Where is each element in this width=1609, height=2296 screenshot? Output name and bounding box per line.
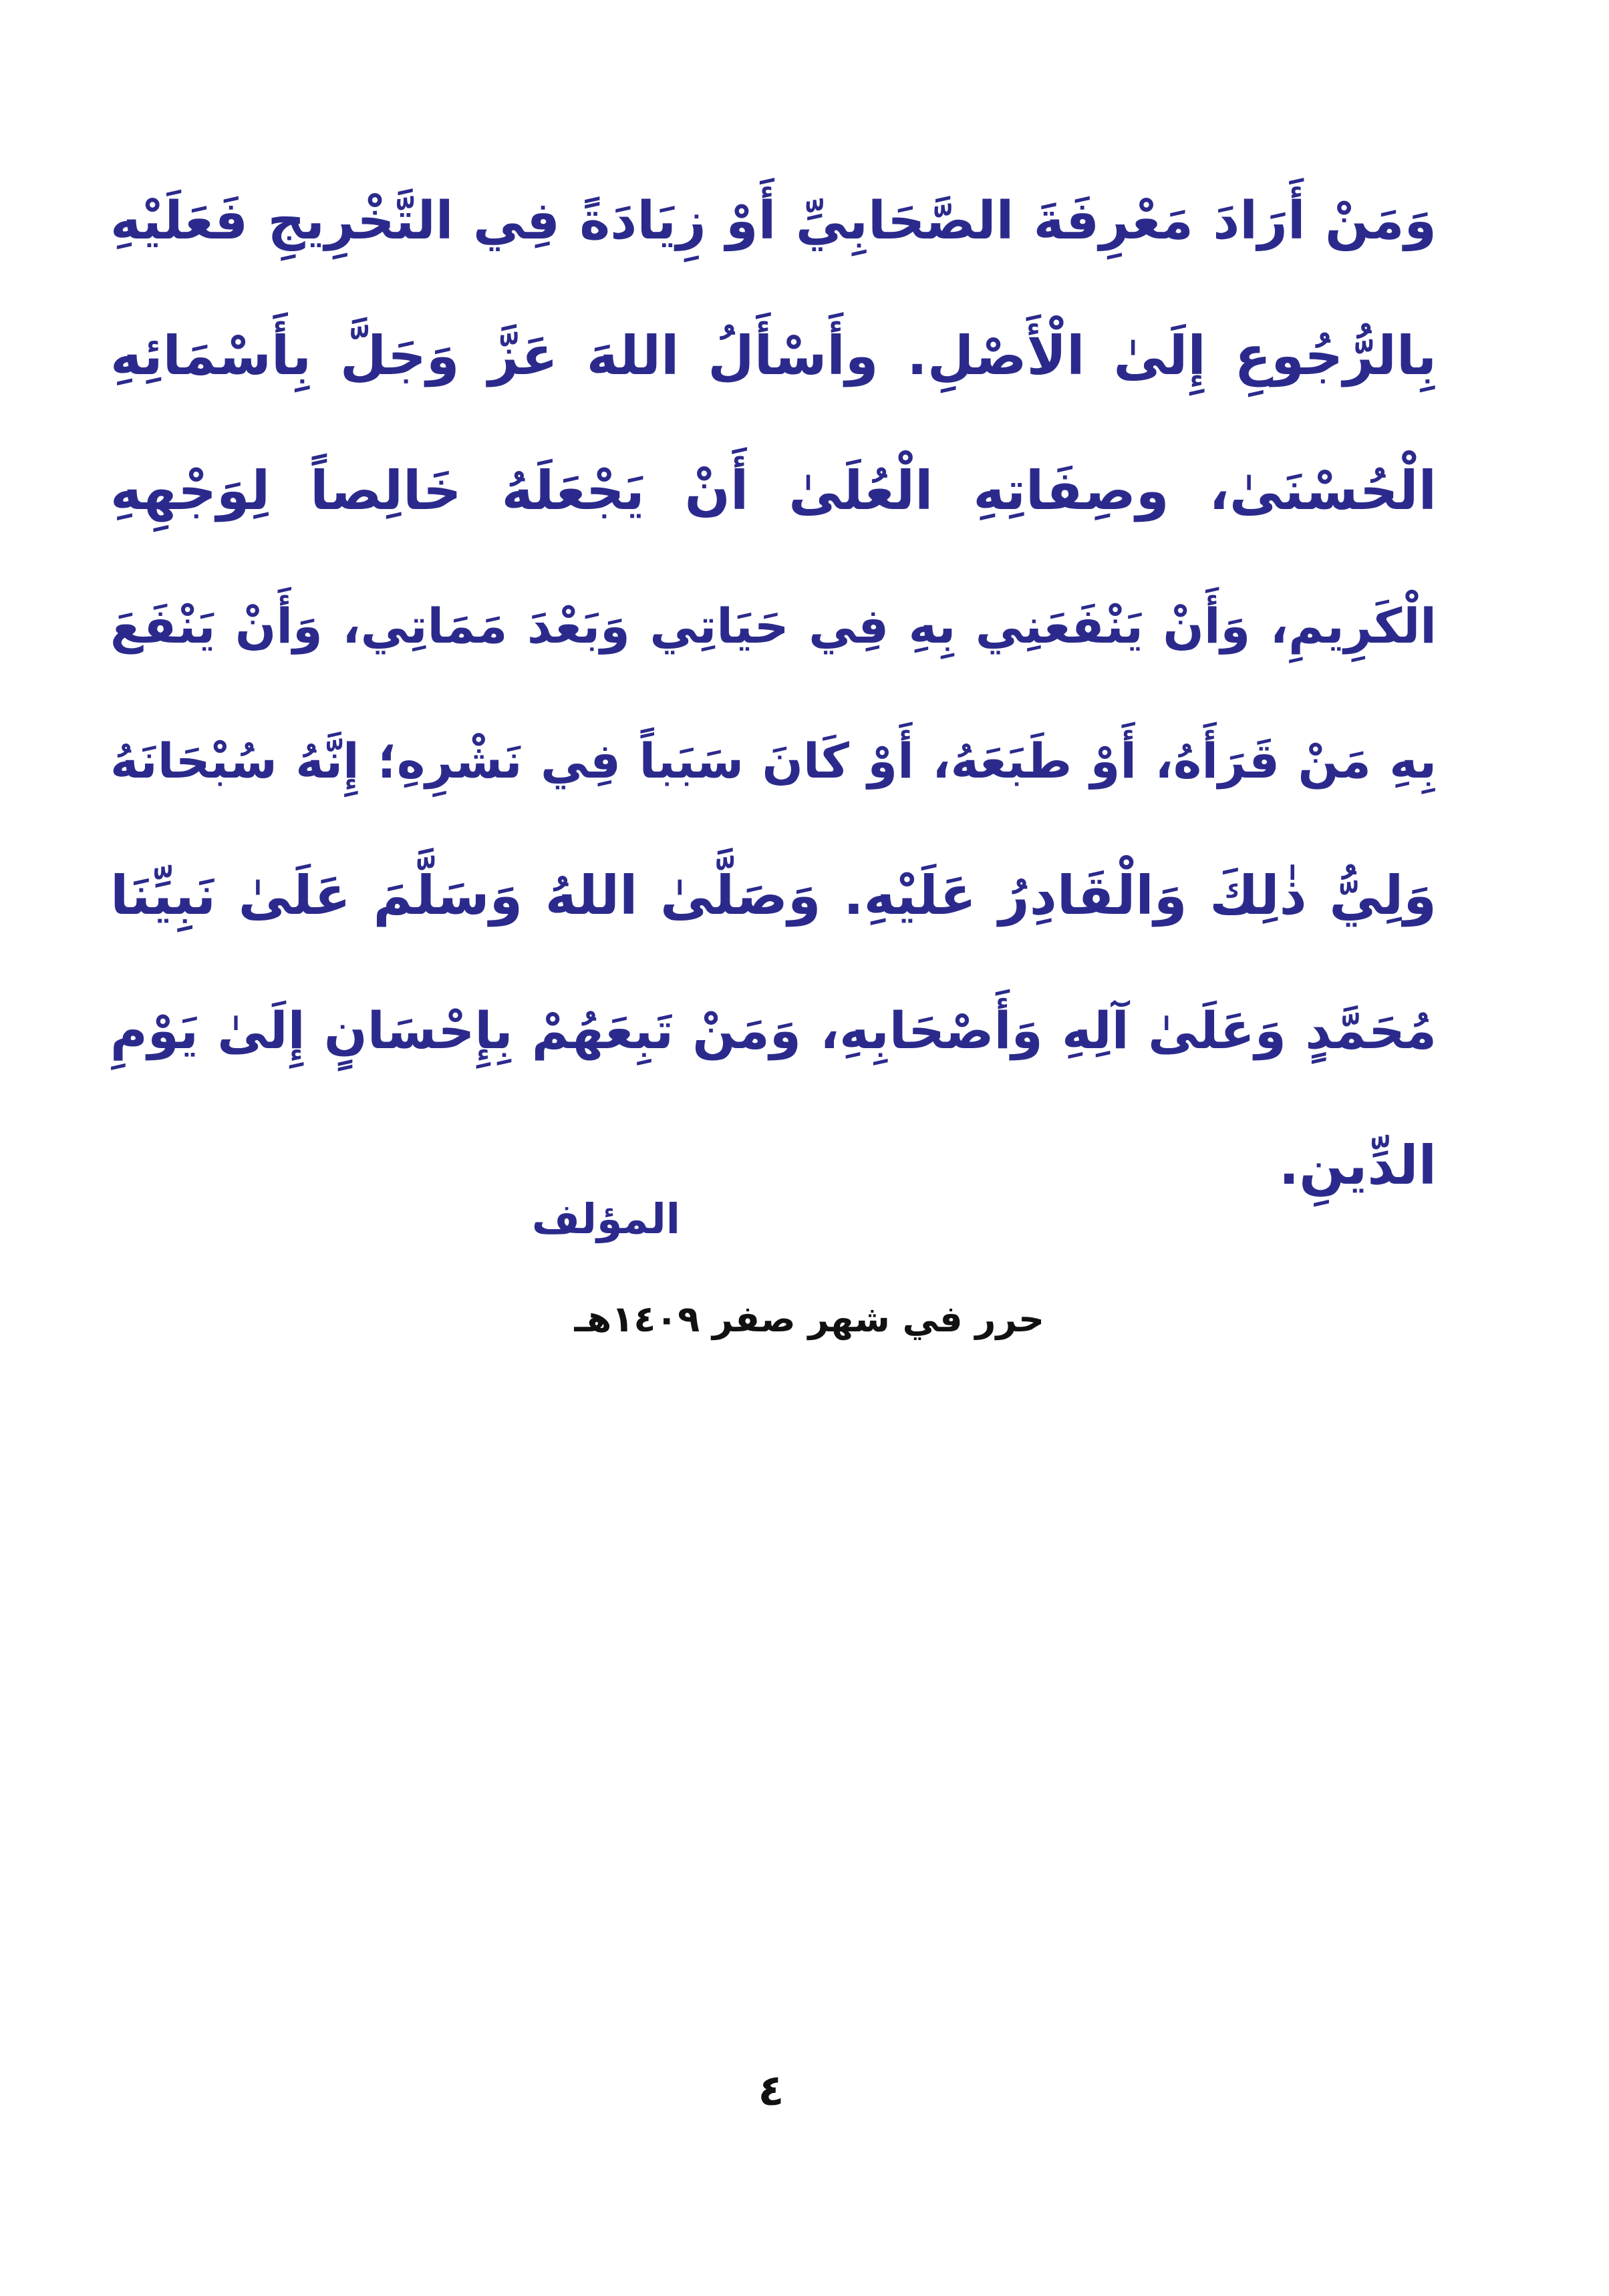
paragraph-line-5: بِهِ مَنْ قَرَأَهُ، أَوْ طَبَعَهُ، أَوْ كَانَ سَبَباً فِي نَشْرِهِ؛ إِنَّهُ سُبْحَانَهُ — [110, 733, 1437, 789]
paragraph-line-8: الدِّينِ. — [1278, 1134, 1437, 1196]
paragraph-line-6: وَلِيُّ ذٰلِكَ وَالْقَادِرُ عَلَيْهِ. وَصَلَّىٰ اللهُ وَسَلَّمَ عَلَىٰ نَبِيِّنَا — [110, 864, 1437, 927]
date-line: حرر في شهر صفر ١٤٠٩هـ — [574, 1298, 1044, 1340]
paragraph-line-1: وَمَنْ أَرَادَ مَعْرِفَةَ الصَّحَابِيِّ أَوْ زِيَادَةً فِي التَّخْرِيجِ فَعَلَيْهِ — [110, 191, 1437, 251]
page-number: ٤ — [758, 2066, 784, 2116]
author-signature: المؤلف — [531, 1194, 680, 1243]
paragraph-line-2: بِالرُّجُوعِ إِلَىٰ الْأَصْلِ. وأَسْأَلُ اللهَ عَزَّ وَجَلَّ بِأَسْمَائِهِ — [110, 325, 1437, 387]
paragraph-line-4: الْكَرِيمِ، وَأَنْ يَنْفَعَنِي بِهِ فِي حَيَاتِي وَبَعْدَ مَمَاتِي، وَأَنْ يَنْفَعَ — [110, 598, 1437, 654]
paragraph-line-7: مُحَمَّدٍ وَعَلَىٰ آلِهِ وَأَصْحَابِهِ، وَمَنْ تَبِعَهُمْ بِإِحْسَانٍ إِلَىٰ يَوْمِ — [110, 1001, 1437, 1060]
paragraph-line-3: الْحُسْنَىٰ، وصِفَاتِهِ الْعُلَىٰ أَنْ يَجْعَلَهُ خَالِصاً لِوَجْهِهِ — [110, 460, 1437, 522]
preface-paragraph — [110, 154, 1437, 1233]
